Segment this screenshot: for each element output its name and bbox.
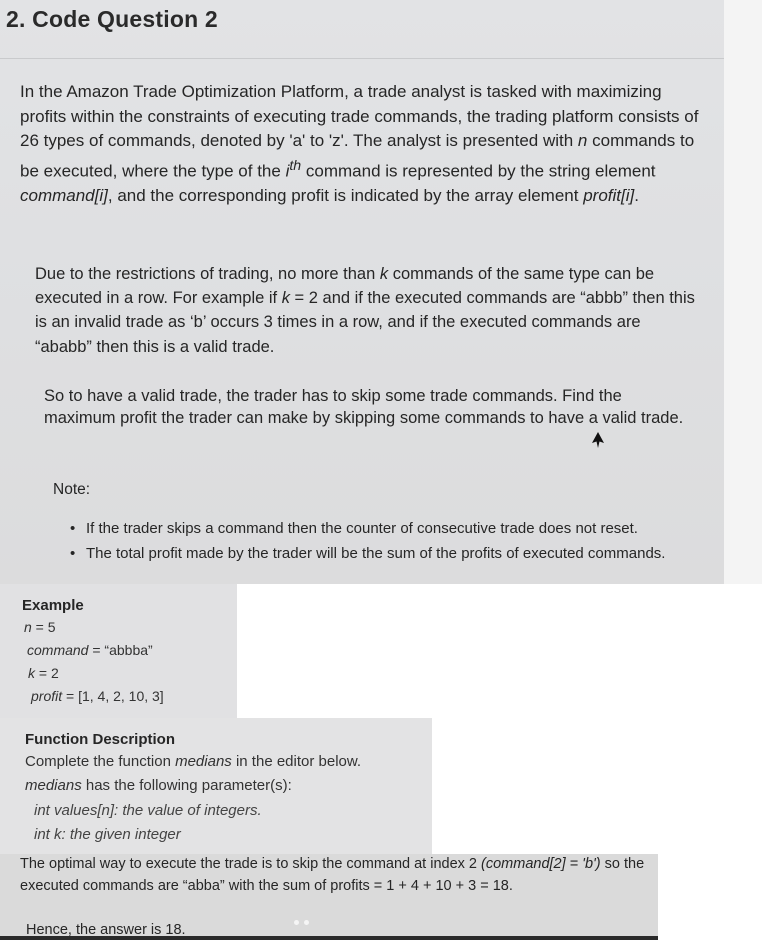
ellipsis-dots-icon [294,912,314,930]
example-title: Example [22,597,84,614]
note-item: • The total profit made by the trader will be the sum of the profits of executed commands. [70,543,690,565]
note-list [70,518,690,567]
parameter-values: int values[n]: the value of integers. [34,802,262,819]
problem-paragraph-1: In the Amazon Trade Optimization Platform, a trade analyst is tasked with maximizing profits within the constraints of executing trade commands, the trading platform consists of 26 types of commands, denoted by 'a' to 'z'. The analyst is presented with n commands to be executed, where the type of the $i^{th}$ command is represented by the string element command[i], and the corresponding profit is indicated by the array element profit[i]. [20,82,699,205]
function-description-line-1: Complete the function medians in the editor below. [25,753,362,770]
problem-paragraph-3: So to have a valid trade, the trader has to skip some trade commands. Find the maximum profit the trader can make by skipping some commands to have a valid trade. [44,387,684,427]
example-profit: profit = [1, 4, 2, 10, 3] [31,688,164,704]
mouse-pointer-icon [592,432,604,450]
explanation-answer: Hence, the answer is 18. [26,922,186,938]
title-divider [0,58,724,59]
example-k: k = 2 [28,665,59,681]
explanation-text: The optimal way to execute the trade is to skip the command at index 2 (command[2] = 'b') so the executed commands are “abba” with the sum of profits = 1 + 4 + 10 + 3 = 18. [20,856,645,894]
example-n: n = 5 [24,619,56,635]
note-item: • If the trader skips a command then the counter of consecutive trade does not reset. [70,518,690,540]
note-label: Note: [53,481,91,498]
function-description-line-2: medians has the following parameter(s): [25,777,292,794]
problem-paragraph-2: Due to the restrictions of trading, no more than k commands of the same type can be executed in a row. For example if k = 2 and if the executed commands are “abbb” then this is an invalid trade as ‘b’ occurs 3 times in a row, and if the executed commands are “ababb” then this is a valid trade. [35,265,695,356]
page-title: 2. Code Question 2 [6,6,218,32]
parameter-k: int k: the given integer [34,826,181,843]
right-margin [724,0,762,584]
function-description-title: Function Description [25,731,175,748]
example-command: command = “abbba” [27,642,153,658]
